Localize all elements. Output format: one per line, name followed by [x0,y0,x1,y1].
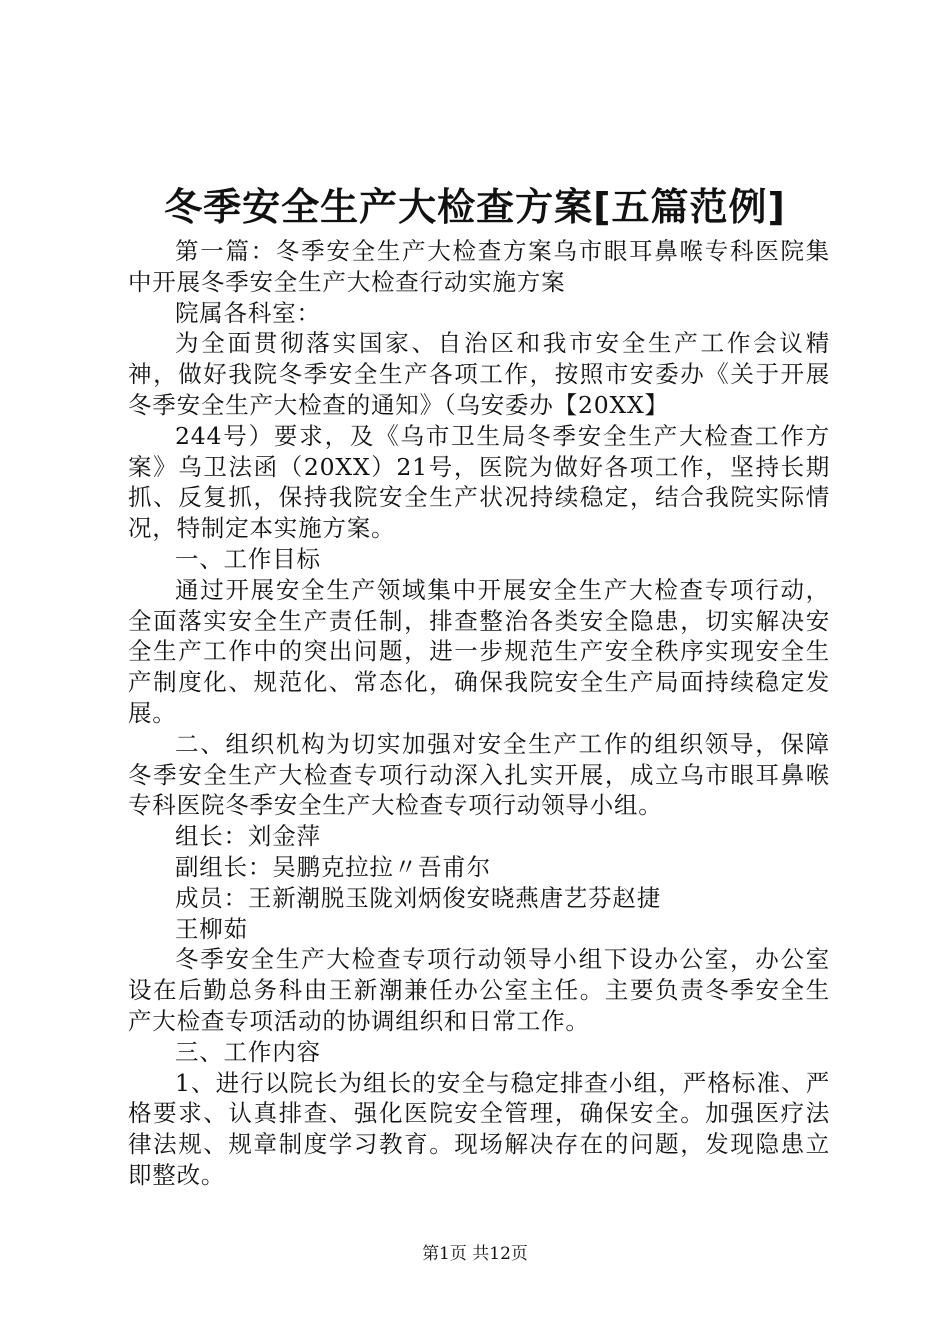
paragraph-members-continued: 王柳茹 [175,914,248,943]
document-title: 冬季安全生产大检查方案[五篇范例] [164,185,786,229]
paragraph-purpose-continued: 244号）要求，及《乌市卫生局冬季安全生产大检查工作方案》乌卫法函（20XX）21号，医院为做好各项工作，坚持长期抓、反复抓，保持我院安全生产状况持续稳定，结合我院实际情况，特制定本实施方案。 [128,421,830,543]
document-body [128,236,830,1191]
page-footer: 第1页 共12页 [422,1244,528,1264]
paragraph-goals: 通过开展安全生产领域集中开展安全生产大检查专项行动，全面落实安全生产责任制，排查整治各类安全隐患，切实解决安全生产工作中的突出问题，进一步规范生产安全秩序实现安全生产制度化、规范化、常态化，确保我院安全生产局面持续稳定发展。 [128,575,830,727]
paragraph-members: 成员：王新潮脱玉陇刘炳俊安晓燕唐艺芬赵捷 [175,883,661,912]
section-heading-goals: 一、工作目标 [175,544,321,573]
paragraph-office: 冬季安全生产大检查专项行动领导小组下设办公室，办公室设在后勤总务科由王新潮兼任办公室主任。主要负责冬季安全生产大检查专项活动的协调组织和日常工作。 [128,945,830,1035]
paragraph-intro: 第一篇：冬季安全生产大检查方案乌市眼耳鼻喉专科医院集中开展冬季安全生产大检查行动实施方案 [128,237,830,296]
paragraph-deputy-leader: 副组长：吴鹏克拉拉〃吾甫尔 [175,852,491,881]
paragraph-salutation: 院属各科室： [175,298,321,327]
paragraph-content-item-1: 1、进行以院长为组长的安全与稳定排查小组，严格标准、严格要求、认真排查、强化医院安全管理，确保安全。加强医疗法律法规、规章制度学习教育。现场解决存在的问题，发现隐患立即整改。 [128,1068,830,1189]
paragraph-leader: 组长：刘金萍 [175,822,321,851]
paragraph-purpose: 为全面贯彻落实国家、自治区和我市安全生产工作会议精神，做好我院冬季安全生产各项工作，按照市安委办《关于开展冬季安全生产大检查的通知》（乌安委办【20XX】 [128,329,830,419]
paragraph-organization: 二、组织机构为切实加强对安全生产工作的组织领导，保障冬季安全生产大检查专项行动深入扎实开展，成立乌市眼耳鼻喉专科医院冬季安全生产大检查专项行动领导小组。 [128,729,830,820]
section-heading-content: 三、工作内容 [175,1037,321,1066]
